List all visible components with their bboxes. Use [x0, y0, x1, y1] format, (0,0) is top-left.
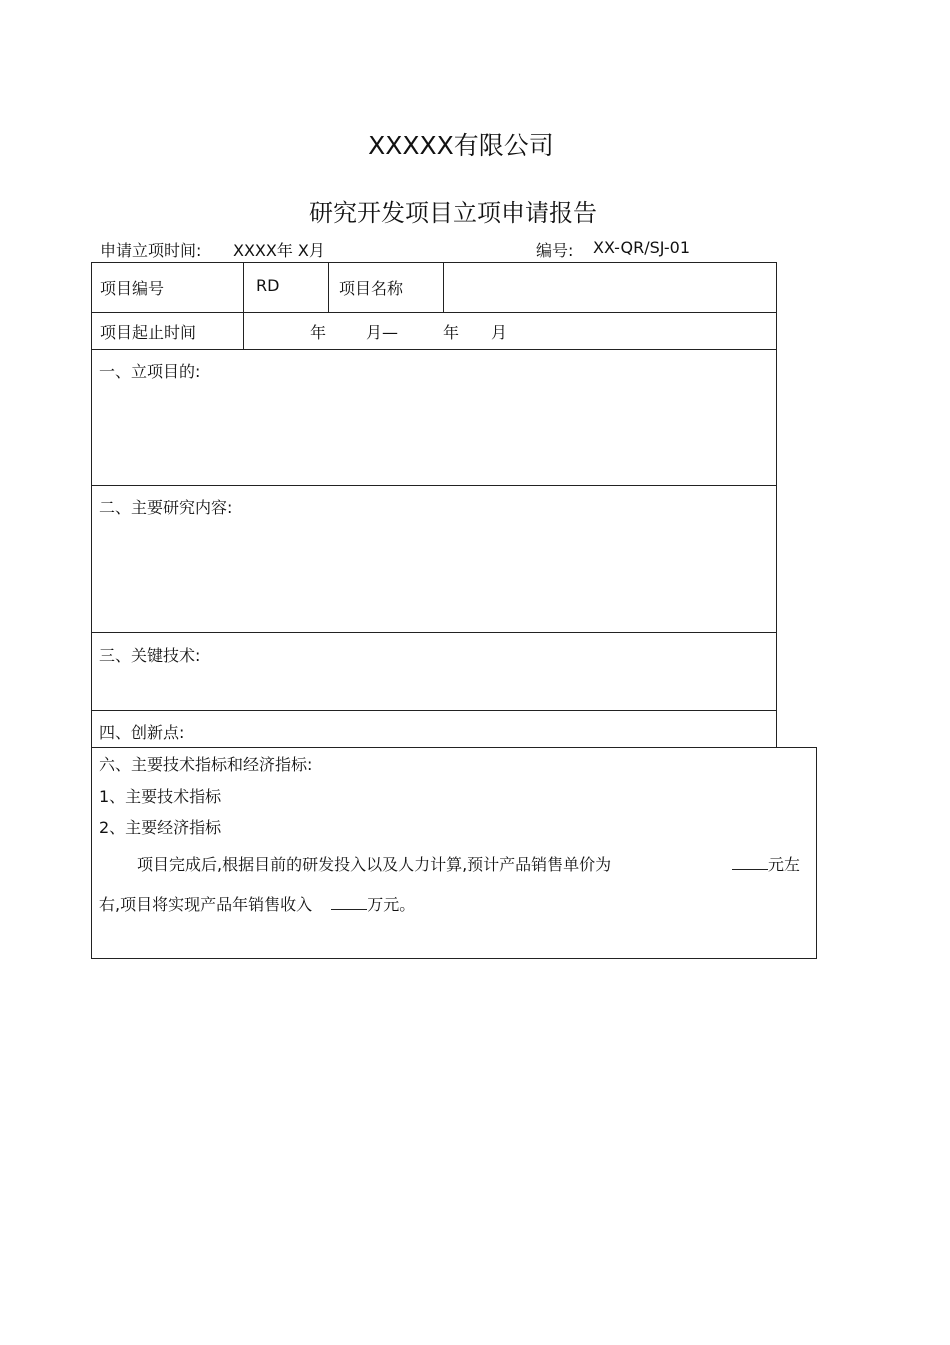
column-divider — [328, 262, 329, 312]
unit-price-blank[interactable] — [732, 855, 768, 870]
paragraph-line-2 — [99, 892, 415, 915]
project-name-label: 项目名称 — [339, 279, 404, 298]
column-divider — [243, 262, 244, 349]
project-no-value[interactable]: RD — [256, 276, 280, 295]
number-value: XX-QR/SJ-01 — [593, 238, 691, 257]
period-start-month[interactable]: 月— — [366, 323, 399, 342]
row-divider — [91, 349, 777, 350]
row-divider — [91, 632, 777, 633]
section-indicators: 六、主要技术指标和经济指标: — [99, 755, 313, 774]
annual-revenue-suffix: 万元。 — [367, 895, 416, 914]
column-divider — [443, 262, 444, 312]
row-divider — [91, 312, 777, 313]
company-name: XXXXX有限公司 — [368, 131, 554, 160]
apply-time-label: 申请立项时间: — [100, 241, 202, 260]
number-label: 编号: — [536, 241, 574, 260]
paragraph-line-2-text: 右,项目将实现产品年销售收入 — [99, 895, 313, 914]
period-start-year[interactable]: 年 — [310, 323, 327, 342]
period-end-year[interactable]: 年 — [443, 323, 460, 342]
period-label: 项目起止时间 — [100, 323, 197, 342]
section-key-technology: 三、关键技术: — [99, 646, 201, 665]
paragraph-line-1-text: 项目完成后,根据目前的研发投入以及人力计算,预计产品销售单价为 — [137, 855, 612, 874]
economic-indicators-item: 2、主要经济指标 — [99, 818, 222, 837]
period-end-month[interactable]: 月 — [491, 323, 508, 342]
annual-revenue-blank[interactable] — [331, 895, 367, 910]
project-no-label: 项目编号 — [100, 279, 165, 298]
section-innovation: 四、创新点: — [99, 723, 185, 742]
tech-indicators-item: 1、主要技术指标 — [99, 787, 222, 806]
unit-price-field — [732, 852, 800, 875]
unit-price-suffix: 元左 — [768, 855, 801, 874]
paragraph-line-1 — [137, 852, 611, 875]
row-divider — [91, 485, 777, 486]
section-research-content: 二、主要研究内容: — [99, 498, 233, 517]
row-divider — [91, 710, 777, 711]
section-purpose: 一、立项目的: — [99, 362, 201, 381]
report-title: 研究开发项目立项申请报告 — [309, 199, 597, 227]
apply-time-value: XXXX年 X月 — [233, 241, 325, 260]
